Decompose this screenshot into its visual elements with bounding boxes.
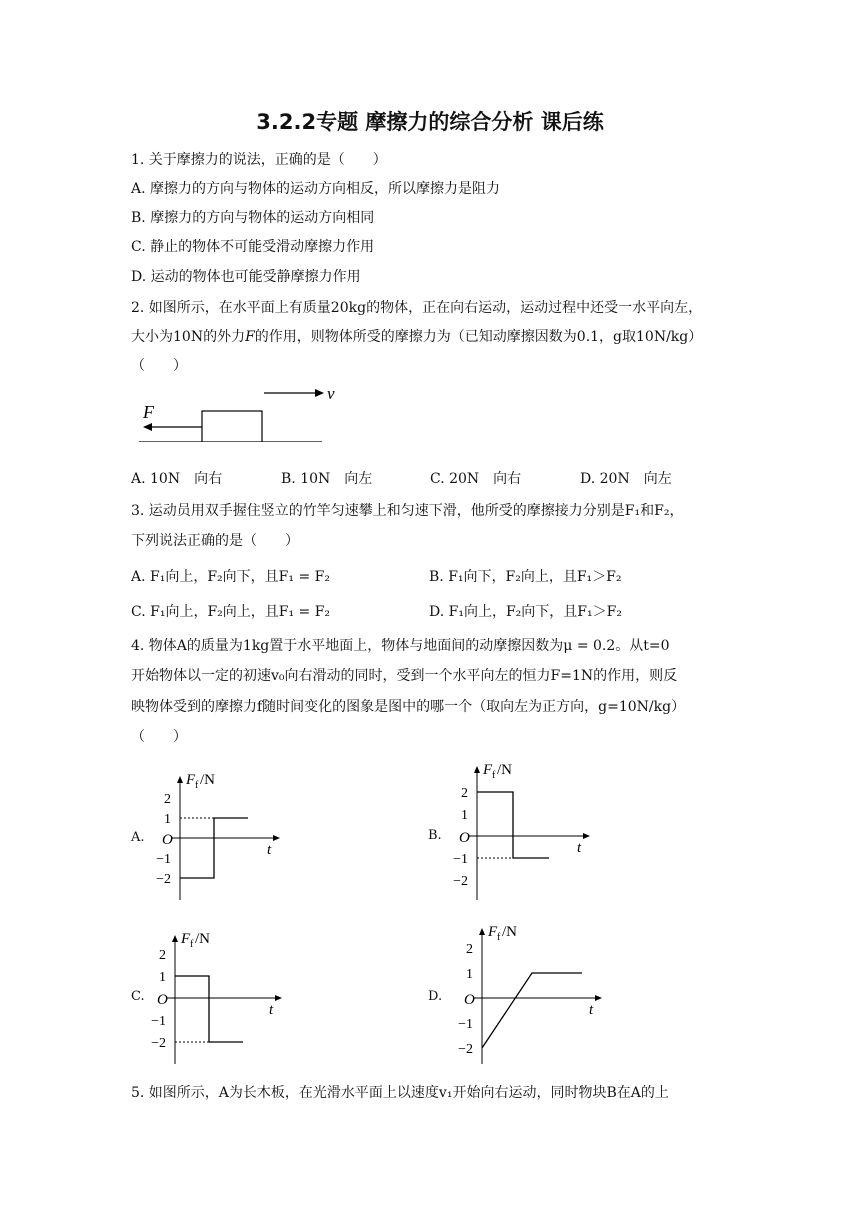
graph-b-tick-label: −1 — [453, 852, 468, 867]
graph-b-origin: O — [459, 830, 470, 846]
q4-graph-label-c: C. — [131, 989, 145, 1004]
q2-line2-pre: 大小为10N的外力 — [131, 329, 246, 345]
q2-line3: （ ） — [131, 358, 187, 374]
graph-b-tick-label: 1 — [461, 808, 468, 823]
graph-a-tick-label: −2 — [156, 872, 171, 887]
q4-graph-label-b: B. — [428, 828, 442, 843]
graph-d-tick-label: −1 — [458, 1017, 473, 1032]
graph-c-tick-label: −1 — [151, 1014, 166, 1029]
graph-b-tick-label: 2 — [461, 786, 468, 801]
q3-option-a: A. F₁向上，F₂向下，且F₁ = F₂ — [131, 569, 330, 585]
graph-a-tick-label: 1 — [164, 812, 171, 827]
q1-option-b: B. 摩擦力的方向与物体的运动方向相同 — [131, 210, 375, 226]
graph-c-y-arrowhead — [172, 935, 178, 942]
q3-line1: 3. 运动员用双手握住竖立的竹竿匀速攀上和匀速下滑，他所受的摩擦接力分别是F₁和F₂， — [131, 503, 684, 519]
q5-line1: 5. 如图所示，A为长木板，在光滑水平面上以速度v₁开始向右运动，同时物块B在A的上 — [131, 1085, 669, 1101]
force-label: F — [143, 402, 154, 422]
graph-b-friction-line — [477, 792, 549, 858]
q2-option-b: B. 10N 向左 — [281, 471, 373, 487]
q3-option-b: B. F₁向下，F₂向上，且F₁＞F₂ — [429, 569, 622, 585]
graph-d-y-unit: /N — [502, 924, 517, 940]
q1-option-d: D. 运动的物体也可能受静摩擦力作用 — [131, 269, 361, 285]
velocity-label: v — [327, 384, 335, 403]
graph-a-y-label: F — [186, 772, 196, 788]
graph-b-y-unit: /N — [497, 762, 512, 778]
q4-line1: 4. 物体A的质量为1kg置于水平地面上，物体与地面间的动摩擦因数为μ = 0.2。从t=0 — [131, 638, 670, 654]
graph-c-y-unit: /N — [195, 931, 210, 947]
graph-d-y-arrowhead — [479, 928, 485, 935]
q1-option-c: C. 静止的物体不可能受滑动摩擦力作用 — [131, 239, 375, 255]
graph-d-origin: O — [464, 992, 475, 1008]
q1-stem: 1. 关于摩擦力的说法，正确的是（ ） — [131, 152, 387, 168]
q4-line4: （ ） — [131, 729, 187, 745]
graph-b-y-arrowhead — [474, 766, 480, 773]
graph-c-y-label: F — [181, 931, 191, 947]
q4-line2: 开始物体以一定的初速v₀向右滑动的同时，受到一个水平向左的恒力F=1N的作用，则反 — [131, 668, 678, 684]
graph-d-tick-label: 2 — [466, 942, 473, 957]
graph-a-y-label-sub: f — [195, 780, 199, 791]
graph-d-tick-label: 1 — [466, 967, 473, 982]
q4-graph-label-d: D. — [428, 989, 443, 1004]
q2-line2-post: 的作用，则物体所受的摩擦力为（已知动摩擦因数为0.1，g取10N/kg） — [254, 329, 703, 345]
page-title: 3.2.2专题 摩擦力的综合分析 课后练 — [256, 110, 604, 134]
graph-c-tick-label: 1 — [159, 970, 166, 985]
graph-a-tick-label: 2 — [164, 792, 171, 807]
q3-line2: 下列说法正确的是（ ） — [131, 533, 299, 549]
graph-c-x-label: t — [269, 1002, 274, 1018]
graph-d-y-label: F — [488, 924, 498, 940]
graph-a-tick-label: −1 — [156, 852, 171, 867]
graph-a-y-unit: /N — [200, 772, 215, 788]
graph-b-x-label: t — [577, 840, 582, 856]
q4-line3: 映物体受到的摩擦力f随时间变化的图象是图中的哪一个（取向左为正方向，g=10N/kg） — [131, 699, 686, 715]
graph-c-tick-label: −2 — [151, 1036, 166, 1051]
graph-d-friction-line — [482, 973, 582, 1048]
graph-c-friction-line — [175, 976, 243, 1042]
q4-graph-label-a: A. — [131, 830, 145, 845]
graph-d-y-label-sub: f — [497, 932, 501, 943]
q3-option-c: C. F₁向上，F₂向上，且F₁ = F₂ — [131, 604, 331, 620]
q2-option-d: D. 20N 向左 — [580, 471, 672, 487]
graph-a-y-arrowhead — [177, 776, 183, 783]
graph-a-friction-line — [180, 818, 248, 878]
graph-c-y-label-sub: f — [190, 939, 194, 950]
graph-b-tick-label: −2 — [453, 874, 468, 889]
graph-a-x-label: t — [267, 842, 272, 858]
graph-b-y-label-sub: f — [492, 770, 496, 781]
graph-a-x-arrowhead — [273, 835, 280, 841]
q2-option-a: A. 10N 向右 — [131, 471, 223, 487]
q2-option-c: C. 20N 向右 — [430, 471, 522, 487]
q1-option-a: A. 摩擦力的方向与物体的运动方向相反，所以摩擦力是阻力 — [131, 181, 501, 197]
q3-option-d: D. F₁向上，F₂向下，且F₁＞F₂ — [429, 604, 622, 620]
q2-force-symbol: F — [245, 329, 255, 345]
graph-c-x-arrowhead — [275, 995, 282, 1001]
graph-a-origin: O — [162, 832, 173, 848]
graph-b-y-label: F — [483, 762, 493, 778]
q2-line1: 2. 如图所示，在水平面上有质量20kg的物体，正在向右运动，运动过程中还受一水平向左， — [131, 300, 703, 316]
graph-c-origin: O — [157, 992, 168, 1008]
graph-d-x-arrowhead — [595, 995, 602, 1001]
graph-d-tick-label: −2 — [458, 1042, 473, 1057]
graph-c-tick-label: 2 — [159, 948, 166, 963]
graph-d-x-label: t — [589, 1002, 594, 1018]
graph-b-x-arrowhead — [583, 833, 590, 839]
